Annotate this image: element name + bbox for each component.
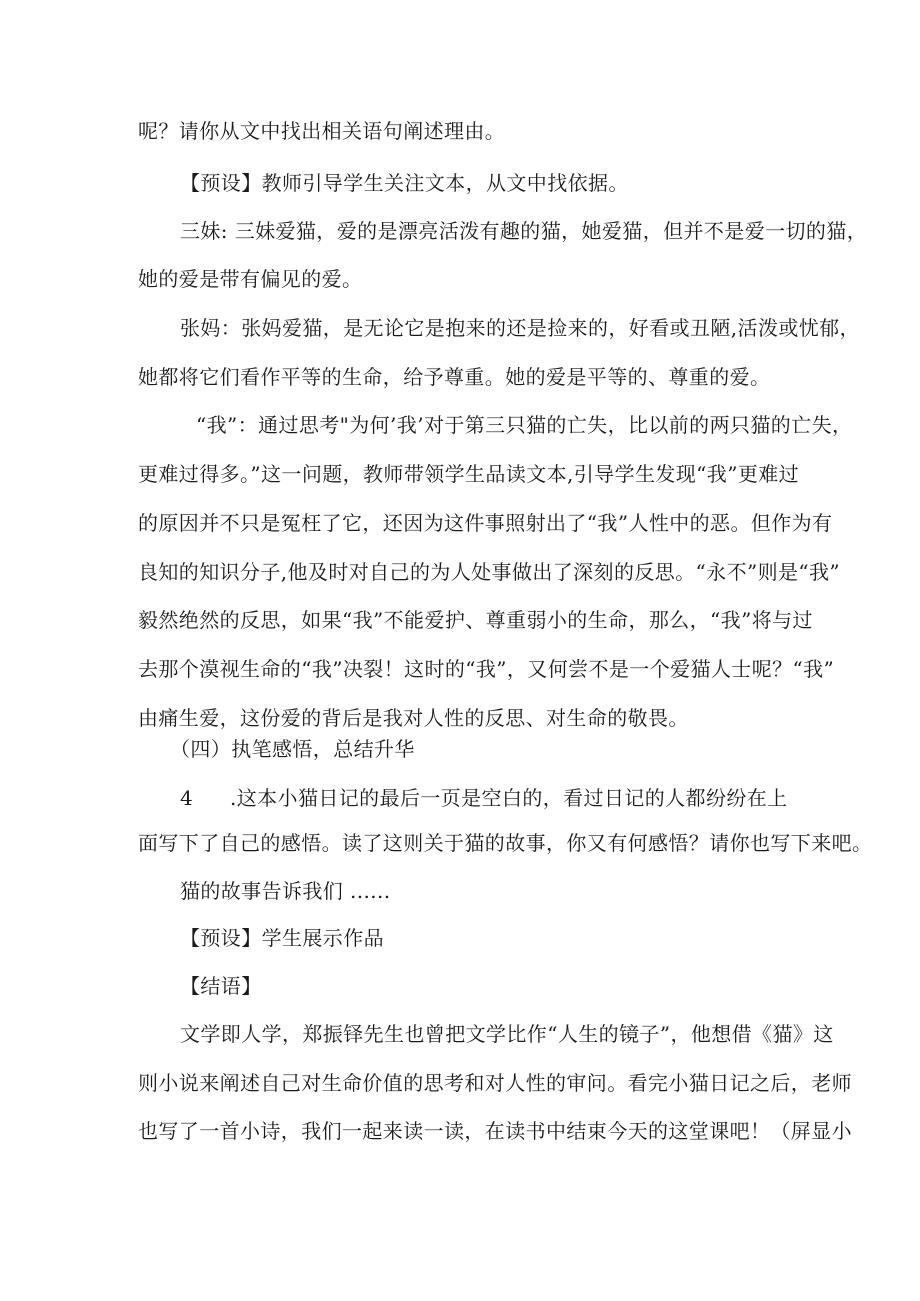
- paragraph-line: 由痛生爱，这份爱的背后是我对人性的反思、对生命的敬畏。: [138, 706, 689, 730]
- paragraph-line: 也写了一首小诗，我们一起来读一读，在读书中结束今天的这堂课吧！（屏显小: [138, 1119, 852, 1143]
- paragraph-line: 三妹: 三妹爱猫，爱的是漂亮活泼有趣的猫，她爱猫，但并不是爱一切的猫，: [180, 219, 868, 243]
- list-number: 4: [180, 786, 194, 810]
- section-heading: （四）执笔感悟，总结升华: [170, 737, 415, 761]
- paragraph-line: 则小说来阐述自己对生命价值的思考和对人性的审问。看完小猫日记之后，老师: [138, 1071, 852, 1095]
- preset-line: 【预设】教师引导学生关注文本，从文中找依据。: [180, 171, 629, 195]
- paragraph-line: 她都将它们看作平等的生命，给予尊重。她的爱是平等的、尊重的爱。: [138, 365, 771, 389]
- preset-line: 【预设】学生展示作品: [180, 926, 384, 950]
- paragraph-line: 面写下了自己的感悟。读了这则关于猫的故事，你又有何感悟？请你也写下来吧。: [138, 831, 873, 855]
- paragraph-line: 呢？请你从文中找出相关语句阐述理由。: [138, 119, 506, 143]
- paragraph-line: 文学即人学，郑振铎先生也曾把文学比作“人生的镜子”，他想借《猫》这: [180, 1022, 834, 1046]
- paragraph-line: 去那个漠视生命的“我”决裂！这时的“我”，又何尝不是一个爱猫人士呢？“我”: [138, 657, 835, 681]
- paragraph-line: 更难过得多。”这一问题，教师带领学生品读文本,引导学生发现“我”更难过: [138, 462, 800, 486]
- paragraph-line: .这本小猫日记的最后一页是空白的，看过日记的人都纷纷在上: [230, 786, 788, 810]
- paragraph-line: 张妈：张妈爱猫，是无论它是抱来的还是捡来的，好看或丑陋,活泼或忧郁，: [180, 316, 860, 340]
- paragraph-line: 毅然绝然的反思，如果“我”不能爱护、尊重弱小的生命，那么，“我”将与过: [138, 608, 813, 632]
- paragraph-line: 的原因并不只是冤枉了它，还因为这件事照射出了“我”人性中的恶。但作为有: [138, 511, 833, 535]
- section-heading: 【结语】: [180, 974, 262, 998]
- paragraph-line: “我”：通过思考"为何’我’对于第三只猫的亡失，比以前的两只猫的亡失，: [196, 413, 853, 437]
- paragraph-line: 她的爱是带有偏见的爱。: [138, 267, 363, 291]
- paragraph-line: 猫的故事告诉我们 ......: [180, 879, 391, 903]
- paragraph-line: 良知的知识分子,他及时对自己的为人处事做出了深刻的反思。“永不”则是“我”: [138, 560, 841, 584]
